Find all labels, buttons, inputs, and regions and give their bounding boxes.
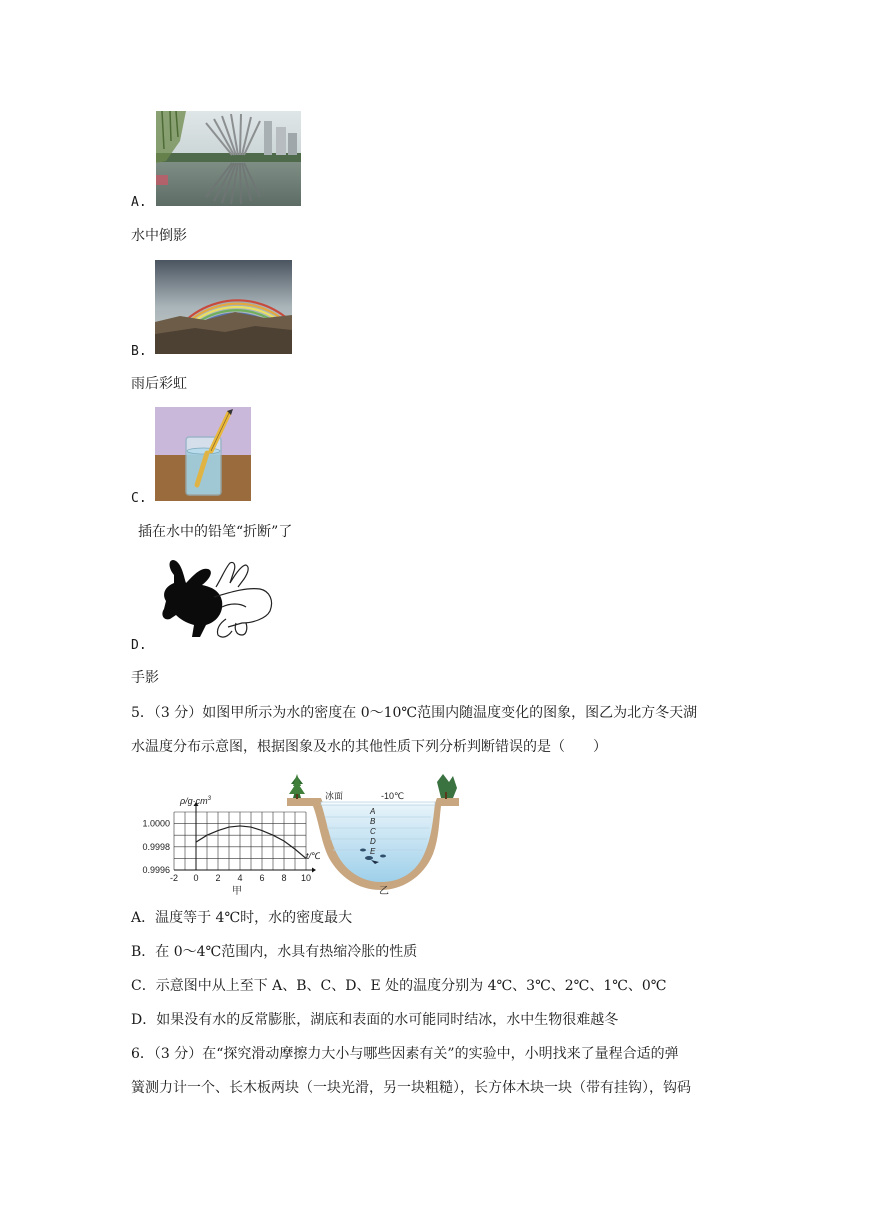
x-tick-label: 8 [281,873,287,883]
rainbow-photo [155,260,292,354]
pencil-in-glass-photo [155,407,251,501]
x-tick-label: 2 [215,873,221,883]
option-a-caption: 水中倒影 [131,228,187,244]
question6-stem-line1: 6．（3 分）在“探究滑动摩擦力大小与哪些因素有关”的实验中，小明找来了量程合适的弹 [131,1046,679,1062]
option-d-letter: D. [131,638,147,653]
option-c-letter: C. [131,491,147,506]
ice-label: 冰面 [325,791,344,801]
y-tick-label: 0.9996 [142,865,170,875]
option-a-letter: A. [131,195,147,210]
hand-shadow-rabbit [156,557,276,643]
question5-stem-line1: 5．（3 分）如图甲所示为水的密度在 0～10℃范围内随温度变化的图象，图乙为北方冬天湖 [131,705,698,721]
layer-label-b: B [370,817,376,826]
x-tick-label: 4 [237,873,243,883]
x-tick-label: 0 [193,873,199,883]
x-tick-label: -2 [169,873,179,883]
y-axis-label: $\rho/g\cdot cm^3$ [180,796,211,806]
temperature-label: -10℃ [381,791,405,801]
x-tick-label: 6 [259,873,265,883]
layer-label-c: C [370,827,376,836]
y-tick-label: 1.0000 [142,818,170,829]
layer-label-a: A [370,807,376,816]
option-b-image [155,260,292,354]
question5-stem-line2: 水温度分布示意图，根据图象及水的其他性质下列分析判断错误的是（ ） [131,739,607,755]
x-axis-label: t/℃ [306,851,320,861]
y-tick-label: 0.9998 [142,841,170,852]
question5-option-b: B．在 0～4℃范围内，水具有热缩冷胀的性质 [131,944,418,960]
x-tick-label: 10 [300,873,312,883]
option-b-letter: B. [131,344,147,359]
option-b-caption: 雨后彩虹 [131,376,187,392]
figure-yi-caption: 乙 [379,886,389,896]
question6-stem-line2: 簧测力计一个、长木板两块（一块光滑，另一块粗糙），长方体木块一块（带有挂钩），钩码 [131,1080,691,1096]
option-d-image [156,557,276,643]
option-a-image [156,111,301,206]
question5-option-d: D．如果没有水的反常膨胀，湖底和表面的水可能同时结冰，水中生物很难越冬 [131,1012,619,1028]
question5-option-a: A．温度等于 4℃时，水的密度最大 [131,910,353,926]
option-c-caption: 插在水中的铅笔“折断”了 [138,524,293,540]
figure-jia-caption: 甲 [232,886,242,897]
question5-option-c: C．示意图中从上至下 A、B、C、D、E 处的温度分别为 4℃、3℃、2℃、1℃、0℃ [131,978,667,994]
option-d-caption: 手影 [131,670,159,686]
fountain-reflection-photo [156,111,301,206]
lake-temperature-diagram [283,772,463,896]
option-c-image [155,407,251,501]
layer-label-e: E [370,847,376,856]
layer-label-d: D [370,837,376,846]
figure-yi [283,772,463,896]
